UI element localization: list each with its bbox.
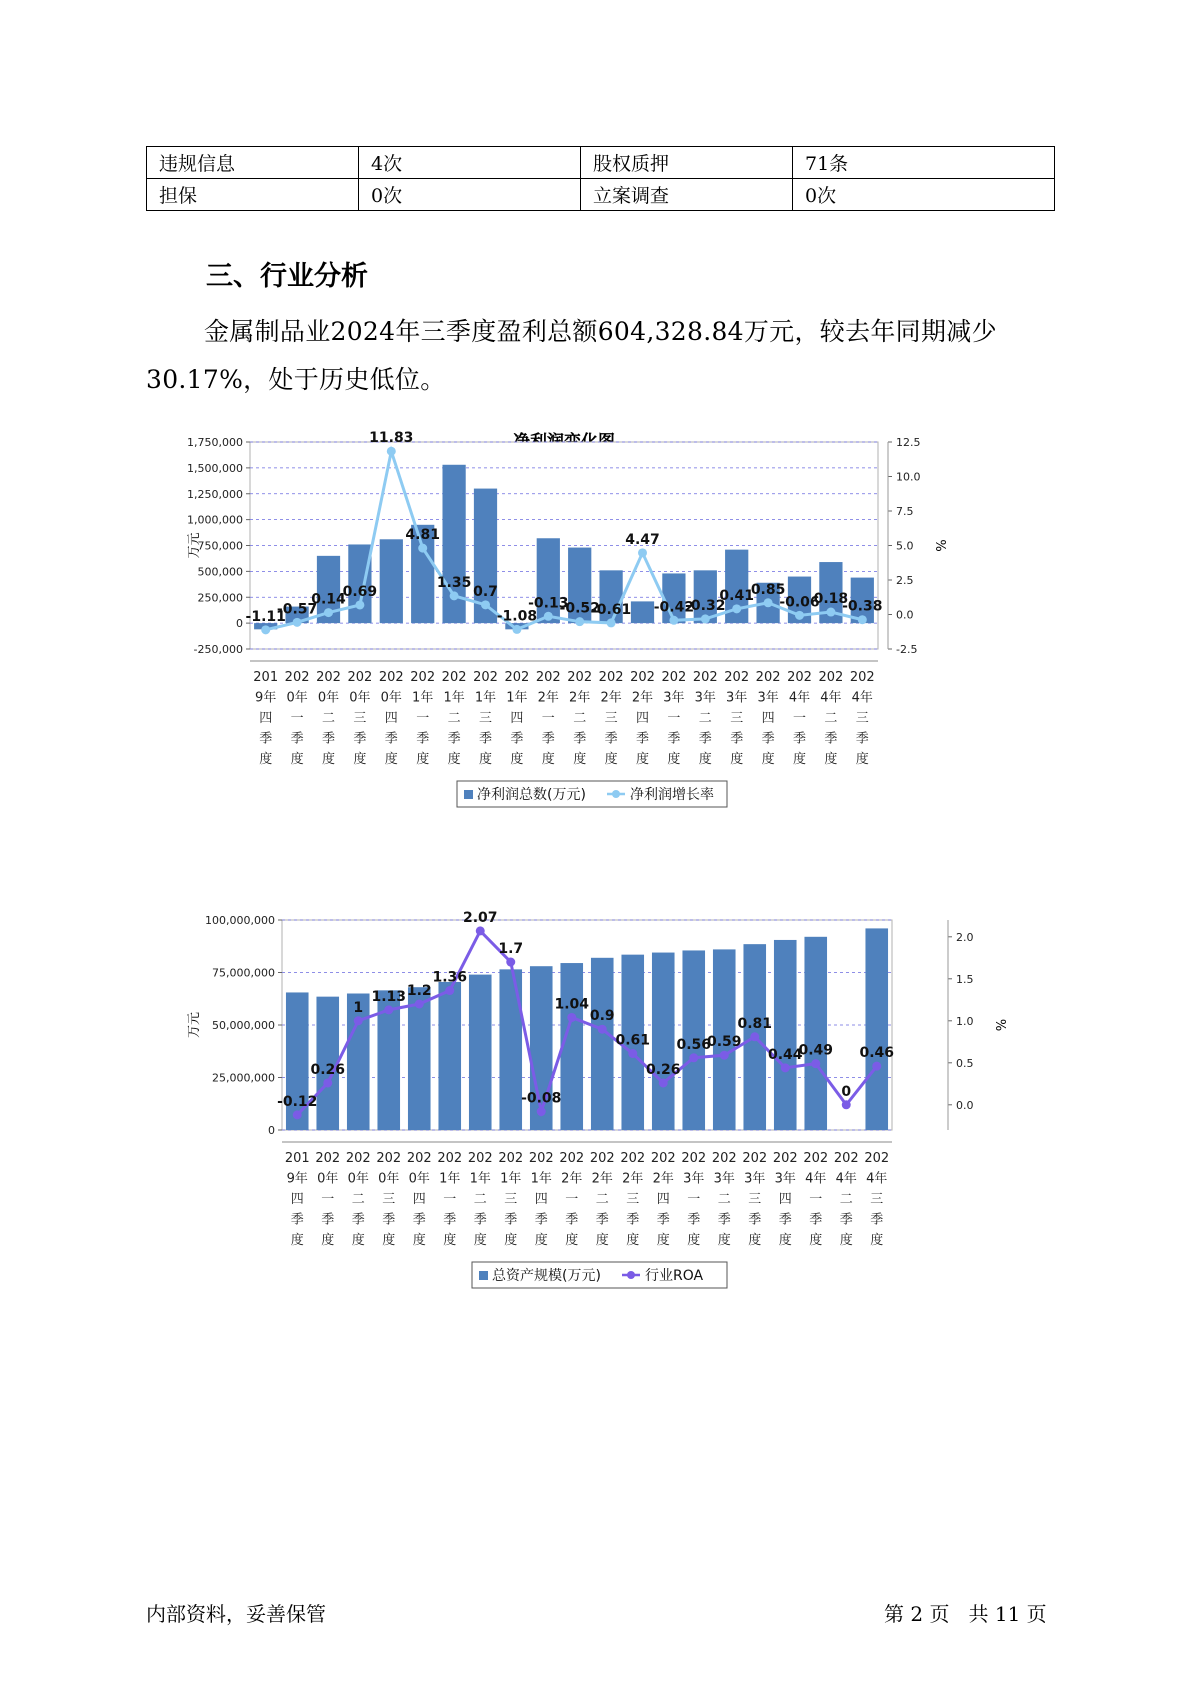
data-label: -0.52 (559, 600, 600, 617)
category-label: 202 4年一季度 (803, 1151, 829, 1248)
left-tick-label: 1,250,000 (187, 487, 243, 501)
category-label: 202 0年四季度 (378, 670, 404, 767)
data-label: 1.36 (432, 969, 468, 986)
data-label: 0.7 (473, 583, 498, 600)
line-point (598, 1025, 607, 1034)
right-tick-label: 5.0 (896, 539, 914, 553)
total-assets-chart-svg (170, 909, 1030, 1370)
line-point (689, 1053, 698, 1062)
category-label: 202 1年二季度 (441, 670, 467, 767)
category-label: 202 1年一季度 (437, 1151, 463, 1248)
category-label: 202 0年三季度 (376, 1151, 402, 1248)
line-point (607, 618, 616, 627)
net-profit-chart (170, 425, 1030, 875)
category-label: 202 2年二季度 (589, 1151, 615, 1248)
line-point (575, 617, 584, 626)
line-point (811, 1059, 820, 1068)
data-label: 0.26 (645, 1061, 681, 1078)
right-tick-label: 2.0 (956, 930, 974, 944)
line-point (506, 958, 515, 967)
table-cell: 4次 (359, 147, 581, 179)
total-assets-chart (170, 909, 1030, 1370)
category-label: 202 0年一季度 (284, 670, 310, 767)
left-tick-label: 1,000,000 (187, 513, 243, 527)
category-label: 202 1年三季度 (473, 670, 498, 767)
table-cell: 0次 (793, 179, 1055, 211)
data-label: 0 (841, 1083, 852, 1100)
table-cell: 立案调查 (581, 179, 793, 211)
data-label: 0.69 (342, 583, 378, 600)
right-tick-label: 1.0 (956, 1014, 974, 1028)
category-label: 202 3年一季度 (661, 670, 687, 767)
line-point (387, 447, 396, 456)
data-label: 0.61 (615, 1032, 651, 1049)
right-axis-label: % (992, 1018, 1007, 1032)
bar (865, 928, 888, 1130)
category-label: 202 2年二季度 (567, 670, 593, 767)
category-label: 202 3年二季度 (711, 1151, 737, 1248)
legend-line-marker (612, 790, 620, 798)
data-label: 11.83 (369, 430, 414, 447)
line-point (872, 1062, 881, 1071)
category-label: 202 4年一季度 (787, 670, 812, 767)
category-label: 201 9年四季度 (253, 670, 279, 767)
left-tick-label: 0 (236, 617, 243, 631)
data-label: 0.81 (737, 1015, 773, 1032)
line-point (720, 1051, 729, 1060)
line-point (415, 1000, 424, 1009)
bar (380, 539, 403, 623)
data-label: 0.26 (310, 1061, 346, 1078)
category-label: 202 2年一季度 (535, 670, 561, 767)
category-label: 202 2年四季度 (630, 670, 655, 767)
left-tick-label: 500,000 (197, 565, 243, 579)
data-label: 4.47 (625, 531, 660, 548)
right-tick-label: 1.5 (956, 972, 974, 986)
section-title: 三、行业分析 (206, 261, 368, 292)
right-tick-label: -2.5 (896, 643, 918, 656)
category-label: 202 3年三季度 (724, 670, 750, 767)
page-number: 第 2 页 共 11 页 (884, 1602, 1047, 1626)
category-label: 202 0年三季度 (347, 670, 373, 767)
data-label: 0.14 (311, 591, 346, 608)
category-label: 202 0年二季度 (345, 1151, 371, 1248)
left-tick-label: 100,000,000 (205, 914, 275, 927)
data-label: 0.49 (798, 1042, 834, 1059)
category-label: 202 3年三季度 (742, 1151, 768, 1248)
data-label: 0.59 (706, 1034, 742, 1051)
bar (652, 953, 675, 1130)
line-point (261, 625, 270, 634)
category-label: 202 3年四季度 (772, 1151, 798, 1248)
category-label: 202 3年二季度 (692, 670, 718, 767)
data-label: -1.11 (245, 608, 286, 625)
right-tick-label: 0.5 (956, 1056, 974, 1070)
line-point (544, 612, 553, 621)
data-label: -0.38 (842, 598, 883, 615)
line-point (628, 1049, 637, 1058)
line-point (567, 1013, 576, 1022)
table-row (147, 147, 1055, 179)
line-point (481, 600, 490, 609)
left-axis-label: 万元 (187, 532, 202, 559)
legend-bar-swatch (479, 1271, 488, 1280)
data-label: 0.85 (750, 581, 786, 598)
line-point (476, 926, 485, 935)
legend (457, 781, 727, 807)
line-point (795, 611, 804, 620)
line-point (323, 1078, 332, 1087)
line-point (293, 1110, 302, 1119)
left-tick-label: 75,000,000 (212, 966, 275, 980)
bar (662, 573, 685, 623)
category-label: 202 4年三季度 (849, 670, 875, 767)
bar (774, 940, 797, 1130)
analysis-paragraph: 金属制品业2024年三季度盈利总额604,328.84万元，较去年同期减少30.17%，处于历史低位。 (146, 317, 997, 394)
bar (804, 937, 827, 1130)
right-tick-label: 2.5 (896, 574, 914, 587)
table-cell: 71条 (793, 147, 1055, 179)
data-label: -0.12 (277, 1093, 318, 1110)
bar (591, 958, 614, 1130)
line-point (450, 591, 459, 600)
table-cell: 违规信息 (147, 147, 359, 179)
line-point (293, 618, 302, 627)
bar (469, 975, 492, 1130)
line-point (826, 608, 835, 617)
line-point (445, 986, 454, 995)
category-label: 202 0年四季度 (406, 1151, 432, 1248)
right-axis-label: % (932, 539, 947, 552)
data-label: -0.13 (528, 595, 569, 612)
legend (472, 1262, 727, 1288)
left-tick-label: 750,000 (197, 539, 243, 553)
category-label: 202 1年四季度 (504, 670, 530, 767)
line-point (750, 1032, 759, 1041)
line-point (764, 598, 773, 607)
data-label: 4.81 (405, 527, 440, 544)
legend-label: 总资产规模(万元) (492, 1268, 601, 1284)
data-label: 1.35 (436, 574, 472, 591)
table-cell: 0次 (359, 179, 581, 211)
category-label: 202 1年三季度 (498, 1151, 524, 1248)
line-point (355, 600, 364, 609)
data-label: 1.7 (498, 941, 524, 957)
line-point (324, 608, 333, 617)
legend-label: 净利润增长率 (630, 787, 714, 803)
line-point (701, 614, 710, 623)
right-tick-label: 12.5 (896, 436, 921, 449)
data-label: 1.04 (554, 996, 590, 1013)
data-label: -0.42 (653, 599, 695, 616)
category-label: 202 2年四季度 (650, 1151, 676, 1248)
legend-bar-swatch (464, 790, 473, 799)
data-label: 0.41 (719, 587, 754, 604)
data-label: 2.07 (462, 909, 498, 926)
left-tick-label: 0 (268, 1124, 275, 1137)
line-point (384, 1005, 393, 1014)
line-point (732, 604, 741, 613)
footer-note: 内部资料，妥善保管 (146, 1602, 326, 1626)
right-tick-label: 0.0 (896, 608, 914, 622)
right-tick-label: 0.0 (956, 1098, 974, 1112)
line-point (659, 1078, 668, 1087)
left-tick-label: 1,500,000 (187, 461, 243, 475)
right-tick-label: 7.5 (896, 505, 914, 518)
line-point (418, 544, 427, 553)
table-cell: 股权质押 (581, 147, 793, 179)
legend-line-marker (627, 1271, 635, 1279)
legend-label: 净利润总数(万元) (477, 787, 586, 803)
data-label: 0.44 (767, 1046, 803, 1063)
line-point (512, 625, 521, 634)
category-label: 201 9年四季度 (284, 1151, 310, 1248)
left-tick-label: 250,000 (197, 591, 243, 605)
data-label: 0.46 (859, 1045, 895, 1062)
line-point (842, 1100, 851, 1109)
data-label: -0.06 (779, 594, 820, 611)
data-label: 1 (353, 999, 364, 1016)
table-row (147, 179, 1055, 211)
category-label: 202 1年四季度 (528, 1151, 554, 1248)
left-tick-label: -250,000 (193, 643, 243, 656)
left-tick-label: 1,750,000 (187, 436, 243, 449)
line-point (537, 1107, 546, 1116)
left-tick-label: 25,000,000 (212, 1071, 275, 1085)
category-label: 202 2年三季度 (598, 670, 624, 767)
category-label: 202 2年三季度 (620, 1151, 646, 1248)
data-label: -0.32 (685, 597, 726, 614)
bar (438, 982, 461, 1130)
left-tick-label: 50,000,000 (212, 1019, 275, 1032)
data-label: 0.9 (589, 1008, 615, 1025)
category-label: 202 4年二季度 (833, 1151, 859, 1248)
table-cell: 担保 (147, 179, 359, 211)
data-label: 0.56 (676, 1036, 712, 1053)
data-label: -0.08 (521, 1090, 562, 1107)
bar (631, 601, 654, 623)
category-label: 202 1年二季度 (467, 1151, 493, 1248)
line-point (354, 1016, 363, 1025)
line-point (669, 616, 678, 625)
data-label: 1.2 (406, 983, 432, 999)
data-label: 1.13 (371, 988, 407, 1005)
category-label: 202 2年一季度 (559, 1151, 585, 1248)
right-tick-label: 10.0 (896, 470, 921, 484)
data-label: -1.08 (496, 608, 538, 625)
line-point (781, 1063, 790, 1072)
data-label: -0.57 (276, 601, 318, 618)
category-label: 202 3年一季度 (681, 1151, 707, 1248)
category-label: 202 0年二季度 (316, 670, 341, 767)
legend-label: 行业ROA (645, 1268, 704, 1284)
category-label: 202 4年三季度 (864, 1151, 890, 1248)
category-label: 202 3年四季度 (755, 670, 781, 767)
category-label: 202 4年二季度 (818, 670, 844, 767)
category-label: 202 0年一季度 (315, 1151, 341, 1248)
risk-info-table (146, 146, 1055, 211)
data-label: 0.18 (813, 591, 849, 608)
left-axis-label: 万元 (187, 1011, 202, 1039)
line-point (858, 615, 867, 624)
data-label: -0.61 (590, 601, 632, 618)
line-point (638, 548, 647, 557)
bar (408, 987, 431, 1130)
net-profit-chart-svg (170, 425, 1030, 875)
category-label: 202 1年一季度 (410, 670, 436, 767)
